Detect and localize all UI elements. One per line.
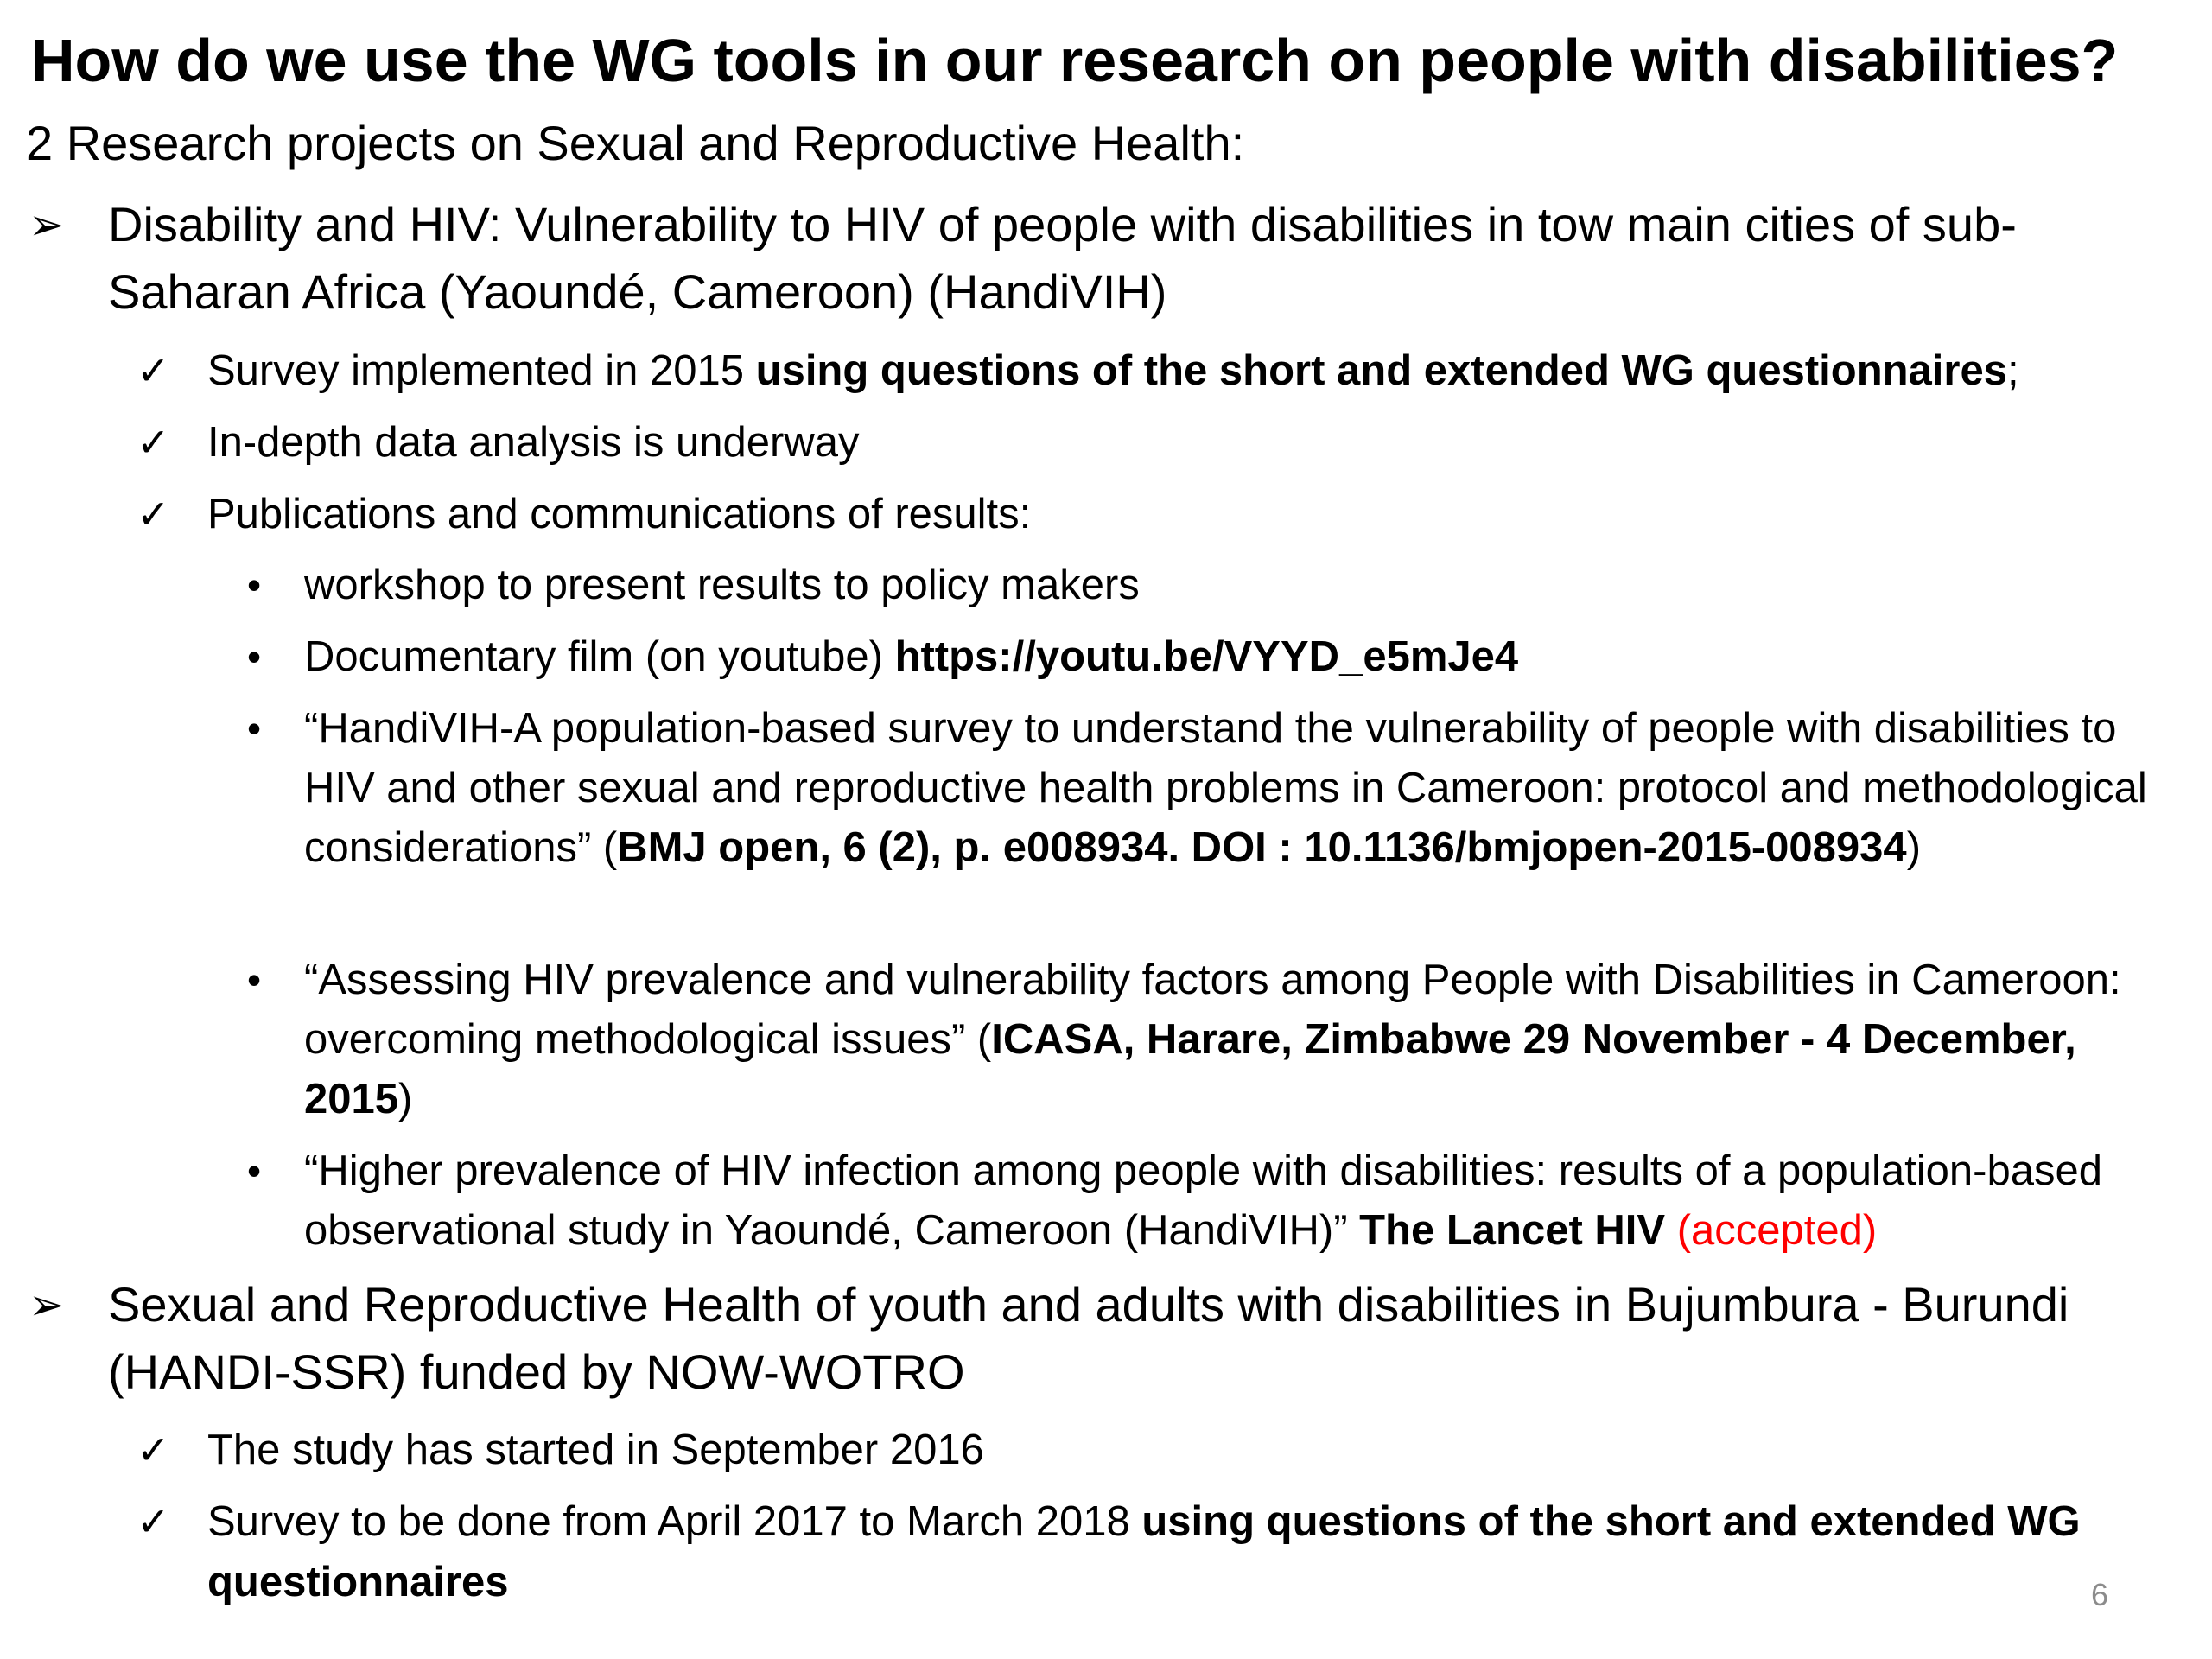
publication-item xyxy=(247,627,2179,687)
youtube-link[interactable]: https://youtu.be/VYYD_e5mJe4 xyxy=(894,633,1519,680)
project-1-title: Disability and HIV: Vulnerability to HIV of people with disabilities in tow main cities of sub-Saharan Africa (Yaoundé, Cameroon) (HandiVIH) xyxy=(108,197,2017,319)
slide-title: How do we use the WG tools in our research on people with disabilities? xyxy=(31,27,2119,94)
accepted-status: (accepted) xyxy=(1665,1207,1878,1254)
project-1-check-item xyxy=(137,340,2186,401)
publication-text: workshop to present results to policy makers xyxy=(304,562,1140,608)
check-item-bold: using questions of the short and extended WG questionnaires xyxy=(755,347,2007,394)
publication-citation: BMJ open, 6 (2), p. e008934. DOI : 10.1136/bmjopen-2015-008934 xyxy=(617,824,1907,871)
check-item-text: Survey to be done from April 2017 to March 2018 xyxy=(207,1498,1142,1545)
project-2-check-item xyxy=(137,1491,2186,1612)
publication-item xyxy=(247,699,2179,878)
checkmark-icon: ✓ xyxy=(137,492,170,537)
publication-suffix: ) xyxy=(398,1076,413,1122)
check-item-text: The study has started in September 2016 xyxy=(207,1427,984,1473)
intro-text: 2 Research projects on Sexual and Reproductive Health: xyxy=(26,116,1245,170)
check-item-text: Publications and communications of results: xyxy=(207,491,1032,537)
bullet-icon: • xyxy=(247,563,262,607)
checkmark-icon: ✓ xyxy=(137,348,170,393)
bullet-icon: • xyxy=(247,957,262,1002)
bullet-icon: • xyxy=(247,706,262,751)
publication-citation: The Lancet HIV xyxy=(1359,1207,1666,1254)
check-item-text: In-depth data analysis is underway xyxy=(207,419,860,466)
publication-text: “Assessing HIV prevalence and vulnerability factors among People with Disabilities in Cameroon: overcoming methodological issues” ( xyxy=(304,957,2121,1063)
project-2-check-item xyxy=(137,1420,2186,1480)
project-1-check-item xyxy=(137,484,2186,544)
arrow-bullet-icon: ➢ xyxy=(29,1281,65,1329)
page-number: 6 xyxy=(2090,1577,2109,1612)
check-item-bold: using questions of the short and extended WG questionnaires xyxy=(207,1498,2081,1605)
check-item-text: Survey implemented in 2015 xyxy=(207,347,756,394)
publication-item xyxy=(247,556,2179,615)
project-2-title: Sexual and Reproductive Health of youth and adults with disabilities in Bujumbura - Burundi (HANDI-SSR) funded by NOW-WOTRO xyxy=(108,1277,2069,1399)
publication-text: “Higher prevalence of HIV infection among people with disabilities: results of a population-based observational study in Yaoundé, Cameroon (HandiVIH)” xyxy=(304,1147,2102,1254)
publication-item xyxy=(247,1141,2179,1261)
publication-item xyxy=(247,950,2179,1129)
project-1-check-item xyxy=(137,412,2186,473)
bullet-icon: • xyxy=(247,634,262,679)
bullet-icon: • xyxy=(247,1148,262,1193)
checkmark-icon: ✓ xyxy=(137,1499,170,1544)
check-item-suffix: ; xyxy=(2007,347,2019,394)
publication-suffix: ) xyxy=(1906,824,1922,871)
arrow-bullet-icon: ➢ xyxy=(29,200,65,249)
checkmark-icon: ✓ xyxy=(137,1427,170,1472)
publication-text: Documentary film (on youtube) xyxy=(304,633,895,680)
checkmark-icon: ✓ xyxy=(137,420,170,465)
project-2-item xyxy=(29,1271,2182,1406)
project-1-item xyxy=(29,191,2182,326)
publication-citation: ICASA, Harare, Zimbabwe 29 November - 4 December, 2015 xyxy=(304,1016,2076,1122)
publication-text: “HandiVIH-A population-based survey to understand the vulnerability of people with disabilities to HIV and other sexual and reproductive health problems in Cameroon: protocol and methodological considerations” ( xyxy=(304,705,2147,871)
